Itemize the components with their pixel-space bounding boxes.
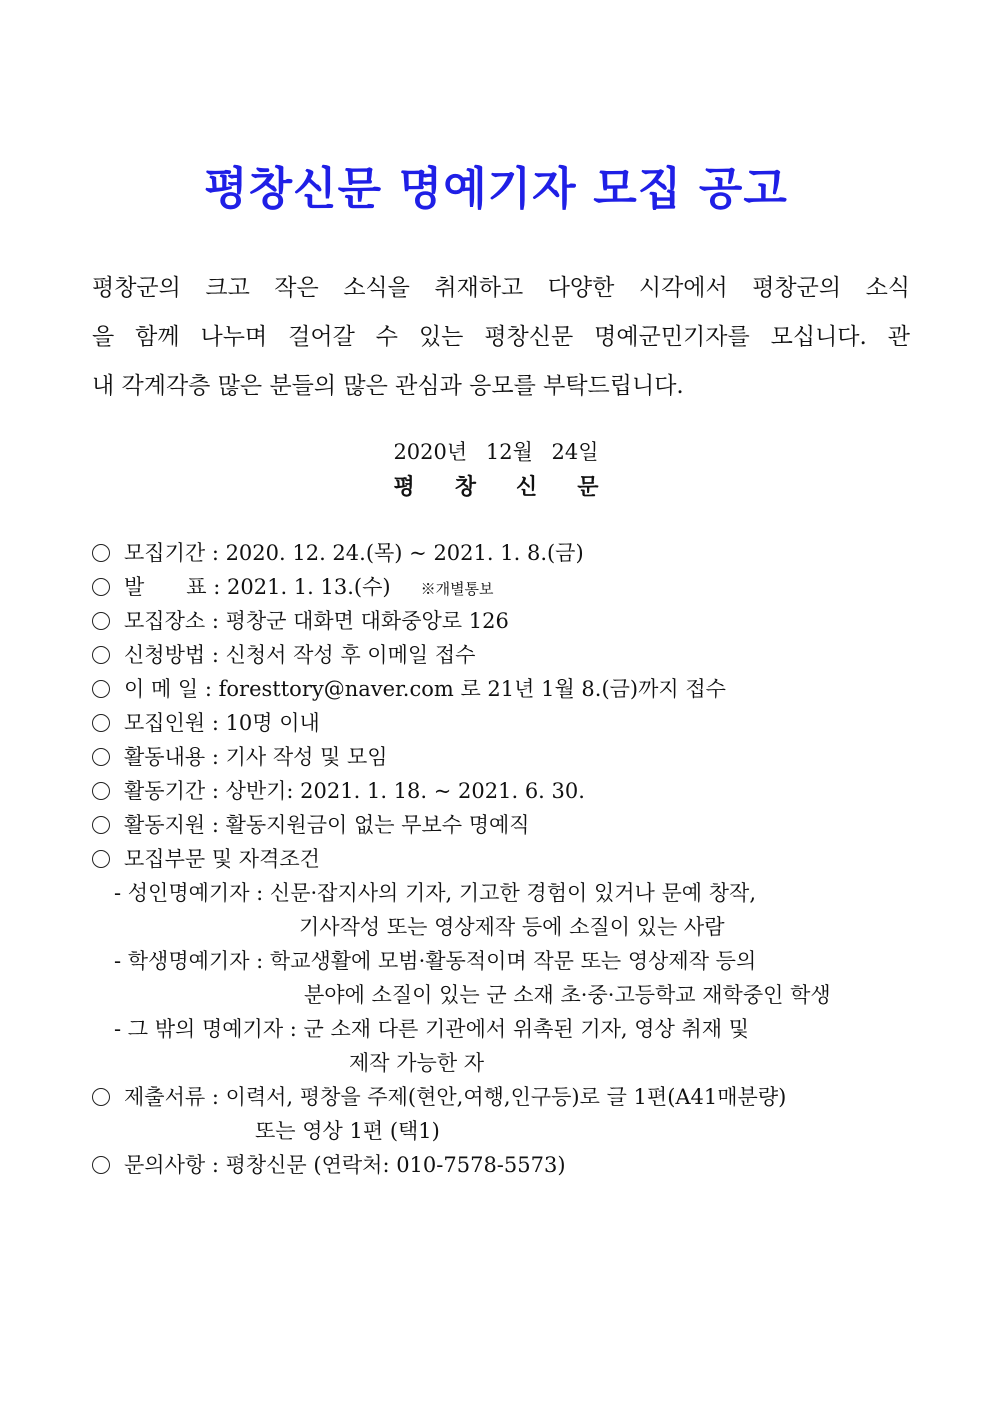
contact-text: 문의사항 : 평창신문 (연락처: 010-7578-5573)	[124, 1153, 566, 1177]
list-item	[92, 638, 922, 672]
sub-item-student: - 학생명예기자 : 학교생활에 모범·활동적이며 작문 또는 영상제작 등의	[114, 949, 757, 973]
docs-continued: 또는 영상 1편 (택1)	[255, 1119, 440, 1143]
announce-text: 발 표 : 2021. 1. 13.(수)	[124, 575, 391, 599]
circle-bullet-icon	[92, 850, 110, 868]
support-text: 활동지원 : 활동지원금이 없는 무보수 명예직	[124, 813, 530, 837]
sub-item-adult-continued: 기사작성 또는 영상제작 등에 소질이 있는 사람	[299, 915, 725, 939]
list-item	[92, 808, 922, 842]
place-text: 모집장소 : 평창군 대화면 대화중앙로 126	[124, 609, 509, 633]
list-item	[92, 706, 922, 740]
list-item	[92, 740, 922, 774]
circle-bullet-icon	[92, 646, 110, 664]
circle-bullet-icon	[92, 612, 110, 630]
list-item	[92, 1080, 922, 1114]
email-text: 이 메 일 : foresttory@naver.com 로 21년 1월 8.(금)까지 접수	[124, 677, 726, 701]
circle-bullet-icon	[92, 544, 110, 562]
list-item	[92, 570, 922, 604]
intro-paragraph	[92, 264, 910, 411]
list-item	[92, 842, 922, 876]
circle-bullet-icon	[92, 578, 110, 596]
announcement-date: 2020년 12월 24일	[393, 440, 599, 464]
sub-item-other: - 그 밖의 명예기자 : 군 소재 다른 기관에서 위촉된 기자, 영상 취재 및	[114, 1017, 750, 1041]
intro-line: 을 함께 나누며 걸어갈 수 있는 평창신문 명예군민기자를 모십니다. 관	[92, 324, 910, 350]
announce-note: ※개별통보	[420, 580, 494, 598]
intro-line: 내 각계각층 많은 분들의 많은 관심과 응모를 부탁드립니다.	[92, 373, 684, 399]
circle-bullet-icon	[92, 680, 110, 698]
list-item	[92, 1148, 922, 1182]
circle-bullet-icon	[92, 748, 110, 766]
docs-text: 제출서류 : 이력서, 평창을 주제(현안,여행,인구등)로 글 1편(A41매분량)	[124, 1085, 787, 1109]
intro-line: 평창군의 크고 작은 소식을 취재하고 다양한 시각에서 평창군의 소식	[92, 275, 910, 301]
sub-item-adult: - 성인명예기자 : 신문·잡지사의 기자, 기고한 경험이 있거나 문예 창작,	[114, 881, 756, 905]
list-item	[92, 774, 922, 808]
page-title: 평창신문 명예기자 모집 공고	[204, 162, 788, 215]
period-text: 모집기간 : 2020. 12. 24.(목) ~ 2021. 1. 8.(금)	[124, 541, 584, 565]
list-item	[92, 604, 922, 638]
method-text: 신청방법 : 신청서 작성 후 이메일 접수	[124, 643, 476, 667]
recruitment-details	[92, 536, 922, 1182]
circle-bullet-icon	[92, 1088, 110, 1106]
list-item	[92, 536, 922, 570]
circle-bullet-icon	[92, 714, 110, 732]
circle-bullet-icon	[92, 816, 110, 834]
sub-item-other-continued: 제작 가능한 자	[349, 1051, 485, 1075]
category-text: 모집부문 및 자격조건	[124, 847, 320, 871]
activity-period-text: 활동기간 : 상반기: 2021. 1. 18. ~ 2021. 6. 30.	[124, 779, 585, 803]
list-item	[92, 672, 922, 706]
organization-name: 평창신문	[393, 474, 639, 500]
count-text: 모집인원 : 10명 이내	[124, 711, 320, 735]
circle-bullet-icon	[92, 782, 110, 800]
sub-item-student-continued: 분야에 소질이 있는 군 소재 초·중·고등학교 재학중인 학생	[304, 983, 831, 1007]
activity-text: 활동내용 : 기사 작성 및 모임	[124, 745, 388, 769]
circle-bullet-icon	[92, 1156, 110, 1174]
